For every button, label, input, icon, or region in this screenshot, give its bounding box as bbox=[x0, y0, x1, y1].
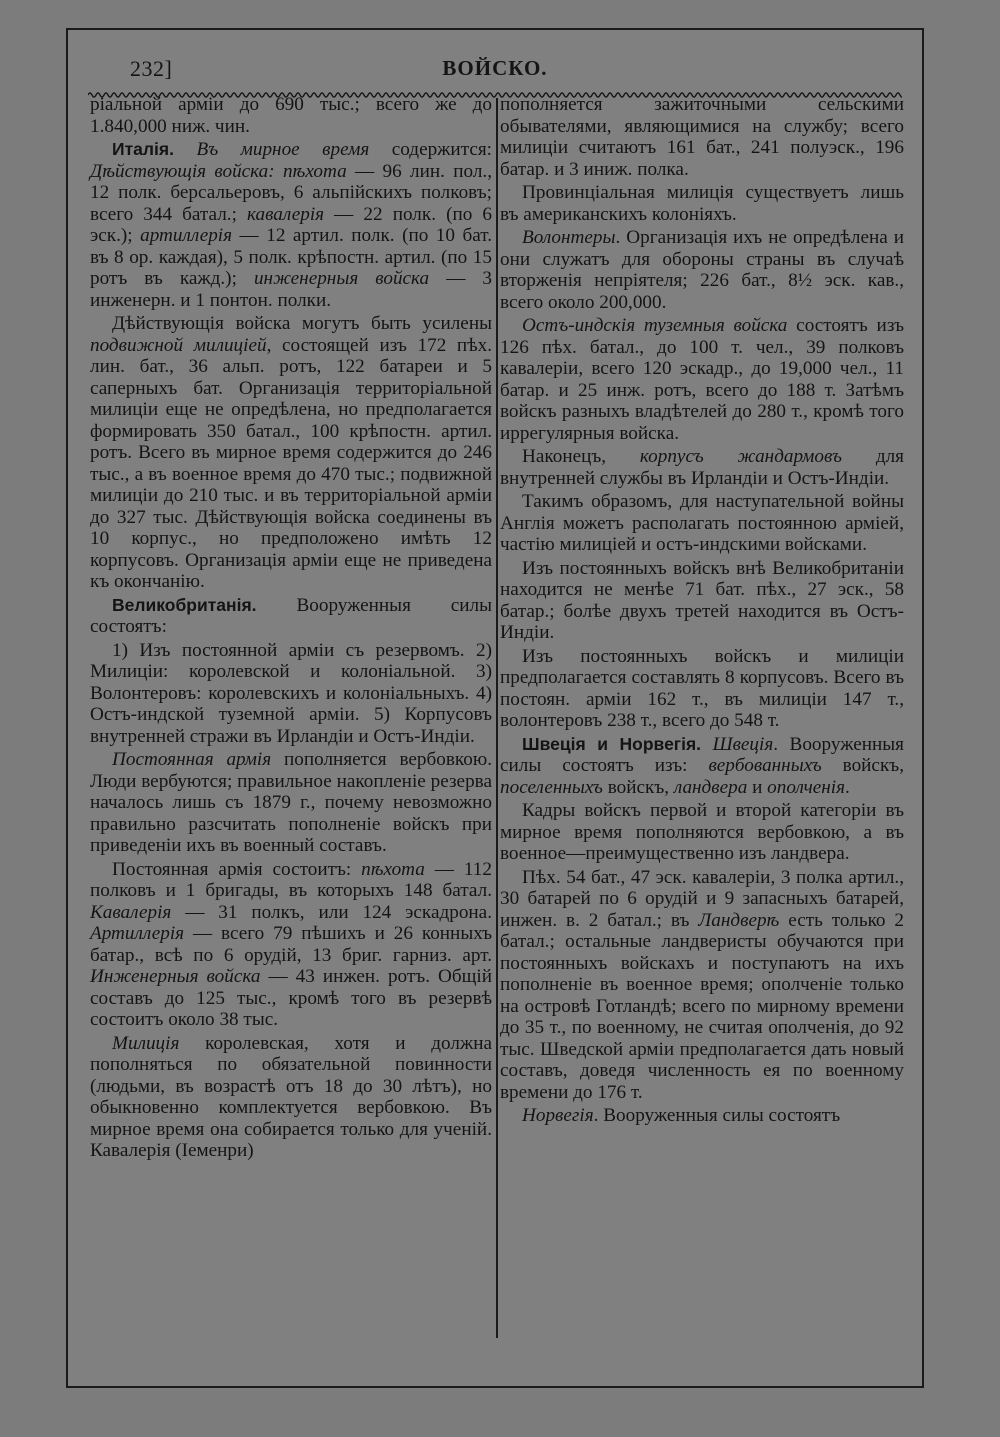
text-run: — 3 инженерн. и 1 понтон. полки. bbox=[90, 268, 493, 311]
paragraph bbox=[500, 491, 904, 556]
text-run: . Организація ихъ не опредѣлена и они служатъ для обороны страны въ случаѣ вторженія непріятеля; 226 бат., 8½ эск. кав., всего около 200,000. bbox=[500, 227, 904, 313]
text-run: . Вооруженныя силы состоятъ изъ: bbox=[500, 733, 904, 776]
page-frame-left bbox=[66, 28, 68, 1388]
book-page bbox=[66, 28, 924, 1388]
text-run: — 112 полковъ и 1 бригады, въ которыхъ 148 батал. bbox=[90, 858, 492, 901]
italic-term: ландвера bbox=[673, 776, 748, 798]
text-run: состоятъ изъ 126 пѣх. батал., до 100 т. чел., 39 полковъ кавалеріи, всего 120 эскадр., до 19,000 чел., 11 батар. и 25 инж. ротъ, всего до 188 т. Затѣмъ войскъ разныхъ владѣтелей до 280 т., кромѣ того иррегулярныя войска. bbox=[500, 315, 904, 444]
paragraph bbox=[500, 315, 904, 444]
text-run: — 96 лин. пол., 12 полк. берсальеровъ, 6 альпійскихъ полковъ; всего 344 батал.; bbox=[90, 160, 492, 225]
paragraph bbox=[90, 1033, 492, 1162]
italic-term: подвижной милиціей bbox=[90, 334, 267, 356]
italic-term: Въ мирное время bbox=[196, 139, 370, 160]
paragraph bbox=[500, 182, 904, 225]
running-title: ВОЙСКО. bbox=[442, 56, 548, 80]
italic-term: Остъ-индскія туземныя войска bbox=[522, 315, 788, 336]
text-run: . Вооруженныя силы состоятъ bbox=[593, 1105, 841, 1126]
italic-term: артиллерія bbox=[140, 225, 233, 246]
section-heading: Швеція и Норвегія. bbox=[522, 733, 713, 754]
italic-term: ополченія bbox=[767, 776, 846, 798]
text-run: войскъ, bbox=[821, 755, 904, 776]
left-column bbox=[90, 94, 492, 1164]
text-run: 1) Изъ постоянной арміи съ резервомъ. 2) Милиціи: королевской и колоніальной. 3) Волонтеровъ: королевскихъ и колоніальныхъ. 4) Остъ-индской туземной арміи. 5) Корпусовъ внутренней стражи въ Ирландіи и Остъ-Индіи. bbox=[90, 639, 492, 747]
text-run: . bbox=[845, 776, 850, 798]
italic-term: Инженерныя войска bbox=[90, 966, 261, 987]
paragraph bbox=[90, 640, 492, 748]
text-run: — 43 инжен. ротъ. Общій составъ до 125 тыс., кромѣ того въ резервѣ состоитъ около 38 тыс. bbox=[90, 966, 493, 1030]
paragraph bbox=[90, 139, 492, 311]
text-run: Постоянная армія состоитъ: bbox=[112, 858, 362, 880]
italic-term: Дѣйствующія войска: пѣхота bbox=[90, 160, 347, 182]
paragraph bbox=[500, 867, 904, 1104]
text-run: Кадры войскъ первой и второй категоріи въ мирное время пополняются вербовкою, а въ военное—преимущественно изъ ландвера. bbox=[500, 800, 904, 864]
italic-term: Кавалерія bbox=[90, 901, 172, 923]
italic-term: инженерныя войска bbox=[253, 268, 430, 289]
text-run: Изъ постоянныхъ войскъ внѣ Великобританіи находится не менѣе 71 бат. пѣх., 27 эск., 58 батар.; болѣе двухъ третей находится въ Остъ-Индіи. bbox=[500, 557, 904, 643]
text-run: пополняется вербовкою. Люди вербуются; правильное накопленіе резерва началось лишь съ 1879 г., почему невозможно правильно разсчитать пополненіе войскъ при приведеніи ихъ въ военный составъ. bbox=[90, 749, 492, 856]
italic-term: кавалерія bbox=[247, 203, 325, 225]
paragraph bbox=[500, 646, 904, 732]
italic-term: Волонтеры bbox=[522, 227, 616, 248]
paragraph bbox=[90, 595, 492, 638]
right-column bbox=[500, 94, 904, 1129]
paragraph bbox=[500, 1105, 904, 1127]
text-run: Наконецъ, bbox=[522, 446, 640, 467]
italic-term: вербованныхъ bbox=[708, 755, 822, 776]
page-number: 232] bbox=[130, 56, 173, 81]
text-run: королевская, хотя и должна пополняться по обязательной повинности (людьми, въ возрастѣ отъ 18 до 30 лѣтъ), но обыкновенно комплектуется вербовкою. Въ мирное время она собирается только для ученій. Кавалерія (Іеменри) bbox=[90, 1032, 492, 1161]
text-run: есть только 2 батал.; остальные ландверисты обучаются при постоянныхъ войскахъ и поступаютъ на ихъ пополненіе въ военное время; ополченіе только на островѣ Готландѣ; всего по мирному времени до 35 т., по военному, не считая ополченія, до 92 тыс. Шведской арміи предполагается дать новый составъ, доведя численность ея по военному времени до 176 т. bbox=[500, 909, 904, 1103]
paragraph bbox=[500, 227, 904, 313]
running-header bbox=[86, 50, 904, 86]
paragraph bbox=[90, 94, 492, 137]
text-run: Провинціальная милиція существуетъ лишь въ американскихъ колоніяхъ. bbox=[500, 182, 904, 225]
section-heading: Великобританія. bbox=[112, 594, 297, 615]
italic-term: Постоянная армія bbox=[112, 749, 272, 770]
text-run: — 12 артил. полк. (по 10 бат. въ 8 ор. каждая), 5 полк. крѣпостн. артил. (по 15 ротъ въ кажд.); bbox=[90, 225, 492, 289]
text-run: Дѣйствующія войска могутъ быть усилены bbox=[112, 313, 492, 334]
text-run: Пѣх. 54 бат., 47 эск. кавалеріи, 3 полка артил., 30 батарей по 6 орудій и 9 запасныхъ батарей, инжен. в. 2 батал.; въ bbox=[500, 866, 904, 931]
paragraph bbox=[90, 859, 492, 1031]
text-run: и bbox=[747, 776, 768, 798]
italic-term: пѣхота bbox=[361, 858, 425, 880]
page-frame-bottom bbox=[66, 1386, 924, 1388]
italic-term: Швеція bbox=[712, 733, 774, 755]
text-run: ріальной арміи до 690 тыс.; всего же до 1.840,000 ниж. чин. bbox=[90, 94, 492, 137]
paragraph bbox=[500, 446, 904, 489]
column-divider bbox=[496, 98, 498, 1338]
text-run: Изъ постоянныхъ войскъ и милиціи предполагается составлять 8 корпусовъ. Всего въ постоян. арміи 162 т., въ милиціи 147 т., волонтеровъ 238 т., всего до 548 т. bbox=[500, 645, 904, 731]
text-run: войскъ, bbox=[602, 776, 674, 798]
paragraph bbox=[500, 94, 904, 180]
paragraph bbox=[90, 749, 492, 857]
text-run: — 31 полкъ, или 124 эскадрона. bbox=[171, 901, 492, 923]
text-run: , состоящей изъ 172 пѣх. лин. бат., 36 альп. ротъ, 122 батареи и 5 саперныхъ бат. Организація территоріальной милиціи еще не опредѣлена, но предполагается формировать 350 батал., 100 крѣпостн. артил. ротъ. Всего въ мирное время содержится до 246 тыс., а въ военное время до 470 тыс.; подвижной милиціи до 210 тыс. и въ территоріальной арміи до 327 тыс. Дѣйствующія войска соединены въ 10 корпус., но предположено имѣть 12 корпусовъ. Организація арміи еще не приведена къ окончанію. bbox=[90, 334, 492, 592]
paragraph bbox=[90, 313, 492, 593]
text-run: Такимъ образомъ, для наступательной войны Англія можетъ располагать постоянною арміей, частію милиціей и остъ-индскими войсками. bbox=[500, 491, 904, 555]
italic-term: Ландверѣ bbox=[698, 909, 780, 931]
paragraph bbox=[500, 800, 904, 865]
text-run: — всего 79 пѣшихъ и 26 конныхъ батар., всѣ по 6 орудій, 13 бриг. гарниз. арт. bbox=[90, 923, 492, 966]
text-run: — 22 полк. (по 6 эск.); bbox=[90, 203, 492, 246]
text-run: пополняется зажиточными сельскими обывателями, являющимися на службу; всего милиціи считаютъ 161 бат., 241 полуэск., 196 батар. и 3 иниж. полка. bbox=[500, 94, 904, 180]
page-frame-right bbox=[922, 28, 924, 1388]
text-run: для внутренней службы въ Ирландіи и Остъ-Индіи. bbox=[500, 446, 904, 489]
italic-term: поселенныхъ bbox=[500, 776, 603, 798]
paragraph bbox=[500, 734, 904, 799]
text-run: Вооруженныя силы состоятъ: bbox=[90, 594, 492, 637]
paragraph bbox=[500, 558, 904, 644]
italic-term: Милиція bbox=[112, 1032, 180, 1054]
italic-term: Норвегія bbox=[522, 1105, 594, 1126]
text-run: содержится: bbox=[369, 139, 492, 160]
section-heading: Италія. bbox=[112, 139, 197, 159]
page-frame-top bbox=[66, 28, 924, 30]
italic-term: Артиллерія bbox=[90, 923, 185, 944]
italic-term: корпусъ жандармовъ bbox=[639, 446, 843, 467]
